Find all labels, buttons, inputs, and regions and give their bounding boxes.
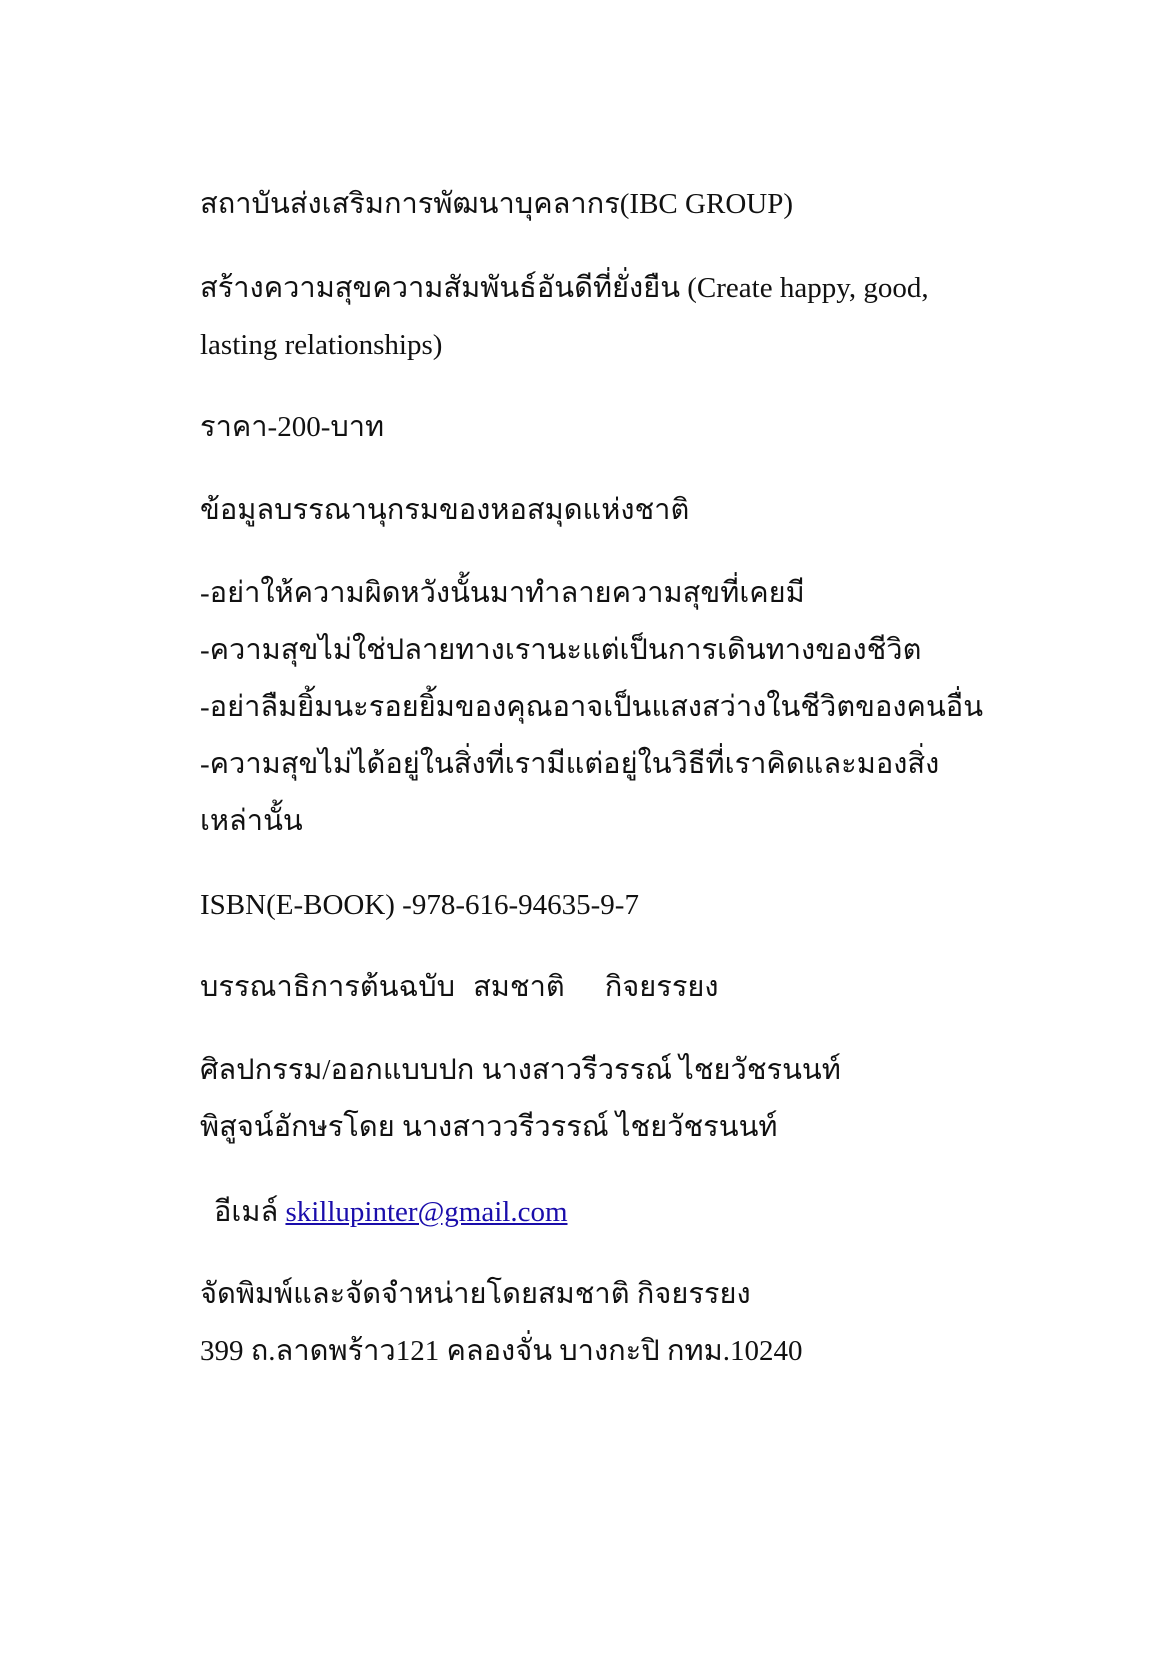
publisher: จัดพิมพ์และจัดจำหน่ายโดยสมชาติ กิจยรรยง	[200, 1278, 751, 1310]
editor-credit	[200, 967, 719, 1007]
quote-1: -อย่าให้ความผิดหวังนั้นมาทำลายความสุขที่เคยมี	[200, 577, 805, 609]
art-credit: ศิลปกรรม/ออกแบบปก นางสาวรีวรรณ์ ไชยวัชรนนท์	[200, 1054, 841, 1086]
quote-4-continued: เหล่านั้น	[200, 805, 303, 837]
institute-name: สถาบันส่งเสริมการพัฒนาบุคลากร(IBC GROUP)	[200, 188, 793, 220]
email-row	[214, 1192, 568, 1232]
quote-2: -ความสุขไม่ใช่ปลายทางเรานะแต่เป็นการเดินทางของชีวิต	[200, 634, 922, 666]
book-title-line-2: lasting relationships)	[200, 329, 443, 361]
cataloging-heading: ข้อมูลบรรณานุกรมของหอสมุดแห่งชาติ	[200, 494, 690, 526]
email-link[interactable]: skillupinter@gmail.com	[285, 1196, 568, 1228]
editor-first-name: สมชาติ	[473, 971, 565, 1003]
proof-credit: พิสูจน์อักษรโดย นางสาววรีวรรณ์ ไชยวัชรนนท์	[200, 1111, 778, 1143]
document-page	[200, 0, 1080, 1653]
editor-last-name: กิจยรรยง	[604, 971, 719, 1003]
email-label: อีเมล์	[214, 1196, 279, 1228]
isbn: ISBN(E-BOOK) -978-616-94635-9-7	[200, 889, 639, 921]
book-title-line-1: สร้างความสุขความสัมพันธ์อันดีที่ยั่งยืน (Create happy, good,	[200, 272, 929, 304]
price: ราคา-200-บาท	[200, 411, 385, 443]
quote-4: -ความสุขไม่ได้อยู่ในสิ่งที่เรามีแต่อยู่ในวิธีที่เราคิดและมองสิ่ง	[200, 748, 940, 780]
quote-3: -อย่าลืมยิ้มนะรอยยิ้มของคุณอาจเป็นแสงสว่างในชีวิตของคนอื่น	[200, 691, 984, 723]
address: 399 ถ.ลาดพร้าว121 คลองจั่น บางกะปิ กทม.10240	[200, 1335, 803, 1367]
editor-label: บรรณาธิการต้นฉบับ	[200, 971, 456, 1003]
